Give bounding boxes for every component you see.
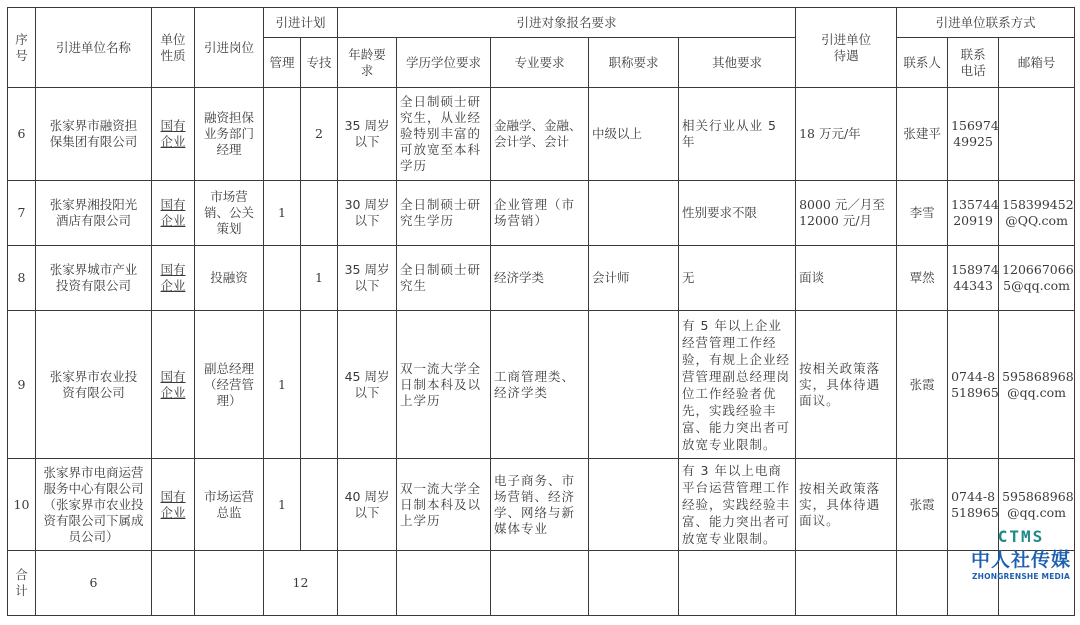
cell-other: 相关行业从业 5 年 <box>679 88 796 181</box>
header-plan-tech: 专技 <box>301 38 338 88</box>
phone-line-1: 156974 <box>951 118 999 133</box>
email-line-2: 5@qq.com <box>1003 278 1070 293</box>
cell-mgmt: 1 <box>264 459 301 551</box>
header-plan: 引进计划 <box>264 8 338 38</box>
table-row <box>8 311 1075 459</box>
cell-tech <box>301 459 338 551</box>
cell-unit-name: 张家界市农业投资有限公司 <box>36 311 152 459</box>
cell-major: 工商管理类、经济学类 <box>491 311 589 459</box>
phone-line-2: 49925 <box>953 134 993 149</box>
total-empty-other <box>679 551 796 616</box>
total-empty-title <box>589 551 679 616</box>
cell-other: 性别要求不限 <box>679 181 796 246</box>
phone-line-1: 0744-8 <box>951 368 996 384</box>
cell-mgmt <box>264 88 301 181</box>
phone-line-2: 20919 <box>953 213 993 228</box>
cell-phone <box>948 246 999 311</box>
phone-line-2: 518965 <box>951 384 999 400</box>
cell-title <box>589 459 679 551</box>
cell-email <box>999 311 1075 459</box>
header-email: 邮箱号 <box>999 38 1075 88</box>
cell-unit-name: 张家界市融资担保集团有限公司 <box>36 88 152 181</box>
total-empty-position <box>195 551 264 616</box>
total-empty-treatment <box>796 551 897 616</box>
cell-mgmt <box>264 246 301 311</box>
watermark-name: 中人社传媒 <box>970 549 1071 571</box>
cell-position: 投融资 <box>195 246 264 311</box>
header-unit-name: 引进单位名称 <box>36 8 152 88</box>
header-unit-type: 单位性质 <box>152 8 195 88</box>
cell-title <box>589 181 679 246</box>
cell-unit-type: 国有企业 <box>152 459 195 551</box>
cell-contact: 张霞 <box>897 459 948 551</box>
cell-other: 有 3 年以上电商平台运营管理工作经验，实践经验丰富、能力突出者可放宽专业限制。 <box>679 459 796 551</box>
cell-contact: 张霞 <box>897 311 948 459</box>
cell-treatment: 18 万元/年 <box>796 88 897 181</box>
total-empty-age <box>338 551 397 616</box>
header-other: 其他要求 <box>679 38 796 88</box>
cell-treatment: 8000 元／月至 12000 元/月 <box>796 181 897 246</box>
total-empty-major <box>491 551 589 616</box>
header-title: 职称要求 <box>589 38 679 88</box>
email-line-2: @qq.com <box>1007 384 1066 400</box>
phone-line-1: 158974 <box>951 262 999 277</box>
email-line-1: 158399452 <box>1002 197 1074 212</box>
cell-email <box>999 181 1075 246</box>
cell-treatment: 按相关政策落实，具体待遇面议。 <box>796 459 897 551</box>
cell-unit-name: 张家界湘投阳光酒店有限公司 <box>36 181 152 246</box>
header-major: 专业要求 <box>491 38 589 88</box>
header-seq: 序号 <box>8 8 36 88</box>
total-empty-email <box>999 551 1075 616</box>
cell-age: 45 周岁以下 <box>338 311 397 459</box>
header-contact-group: 引进单位联系方式 <box>897 8 1075 38</box>
watermark-name-en: ZHONGRENSHE MEDIA <box>972 572 1070 581</box>
cell-major: 电子商务、市场营销、经济学、网络与新媒体专业 <box>491 459 589 551</box>
cell-education: 全日制硕士研究生 <box>397 246 491 311</box>
cell-contact: 李雪 <box>897 181 948 246</box>
table-row <box>8 459 1075 551</box>
header-age: 年龄要求 <box>338 38 397 88</box>
cell-phone <box>948 311 999 459</box>
phone-line-1: 135744 <box>951 197 999 212</box>
cell-tech <box>301 311 338 459</box>
cell-position: 融资担保业务部门经理 <box>195 88 264 181</box>
total-unit-count: 6 <box>36 551 152 616</box>
header-education: 学历学位要求 <box>397 38 491 88</box>
phone-line-1: 0744-8 <box>951 488 996 504</box>
header-treatment: 引进单位待遇 <box>796 8 897 88</box>
cell-age: 35 周岁以下 <box>338 88 397 181</box>
header-plan-mgmt: 管理 <box>264 38 301 88</box>
cell-education: 全日制硕士研究生，从业经验特别丰富的可放宽至本科学历 <box>397 88 491 181</box>
cell-major: 企业管理（市场营销） <box>491 181 589 246</box>
phone-line-2: 44343 <box>953 278 993 293</box>
table-row <box>8 246 1075 311</box>
cell-tech <box>301 181 338 246</box>
cell-seq: 8 <box>8 246 36 311</box>
cell-other: 有 5 年以上企业经营管理工作经验，有规上企业经营管理副总经理岗位工作经验者优先，实践经验丰富、能力突出者可放宽专业限制。 <box>679 311 796 459</box>
ctms-logo-icon: CTMS <box>997 527 1045 546</box>
email-line-1: 595868968 <box>1002 368 1074 384</box>
cell-title <box>589 311 679 459</box>
cell-major: 经济学类 <box>491 246 589 311</box>
cell-seq: 7 <box>8 181 36 246</box>
cell-phone <box>948 88 999 181</box>
email-line-2: @QQ.com <box>1005 213 1068 228</box>
email-line-1: 120667066 <box>1002 262 1074 277</box>
total-empty-type <box>152 551 195 616</box>
cell-unit-type: 国有企业 <box>152 88 195 181</box>
cell-education: 双一流大学全日制本科及以上学历 <box>397 459 491 551</box>
cell-age: 40 周岁以下 <box>338 459 397 551</box>
cell-tech: 2 <box>301 88 338 181</box>
recruitment-table <box>7 7 1075 616</box>
cell-unit-type: 国有企业 <box>152 246 195 311</box>
cell-major: 金融学、金融、会计学、会计 <box>491 88 589 181</box>
cell-contact: 覃然 <box>897 246 948 311</box>
cell-email <box>999 246 1075 311</box>
cell-phone <box>948 181 999 246</box>
total-empty-phone <box>948 551 999 616</box>
cell-unit-name: 张家界市电商运营服务中心有限公司（张家界市农业投资有限公司下属成员公司） <box>36 459 152 551</box>
cell-email <box>999 459 1075 551</box>
total-label: 合计 <box>8 551 36 616</box>
cell-unit-type: 国有企业 <box>152 311 195 459</box>
email-line-2: @qq.com <box>1007 504 1066 520</box>
cell-mgmt: 1 <box>264 311 301 459</box>
cell-mgmt: 1 <box>264 181 301 246</box>
table-row <box>8 88 1075 181</box>
cell-treatment: 面谈 <box>796 246 897 311</box>
cell-contact: 张建平 <box>897 88 948 181</box>
email-line-1: 595868968 <box>1002 488 1074 504</box>
cell-unit-name: 张家界城市产业投资有限公司 <box>36 246 152 311</box>
cell-position: 副总经理（经营管理） <box>195 311 264 459</box>
header-requirements: 引进对象报名要求 <box>338 8 796 38</box>
cell-treatment: 按相关政策落实，具体待遇面议。 <box>796 311 897 459</box>
cell-seq: 6 <box>8 88 36 181</box>
cell-title: 中级以上 <box>589 88 679 181</box>
cell-age: 30 周岁以下 <box>338 181 397 246</box>
cell-position: 市场运营总监 <box>195 459 264 551</box>
cell-phone <box>948 459 999 551</box>
cell-education: 全日制硕士研究生学历 <box>397 181 491 246</box>
header-position: 引进岗位 <box>195 8 264 88</box>
cell-other: 无 <box>679 246 796 311</box>
cell-seq: 9 <box>8 311 36 459</box>
header-contact-phone: 联系电话 <box>948 38 999 88</box>
total-row <box>8 551 1075 616</box>
cell-tech: 1 <box>301 246 338 311</box>
total-empty-contact <box>897 551 948 616</box>
total-plan: 12 <box>264 551 338 616</box>
cell-age: 35 周岁以下 <box>338 246 397 311</box>
cell-education: 双一流大学全日制本科及以上学历 <box>397 311 491 459</box>
cell-email <box>999 88 1075 181</box>
phone-line-2: 518965 <box>951 504 999 520</box>
cell-unit-type: 国有企业 <box>152 181 195 246</box>
total-empty-education <box>397 551 491 616</box>
header-contact-person: 联系人 <box>897 38 948 88</box>
cell-position: 市场营销、公关策划 <box>195 181 264 246</box>
cell-title: 会计师 <box>589 246 679 311</box>
cell-seq: 10 <box>8 459 36 551</box>
table-row <box>8 181 1075 246</box>
